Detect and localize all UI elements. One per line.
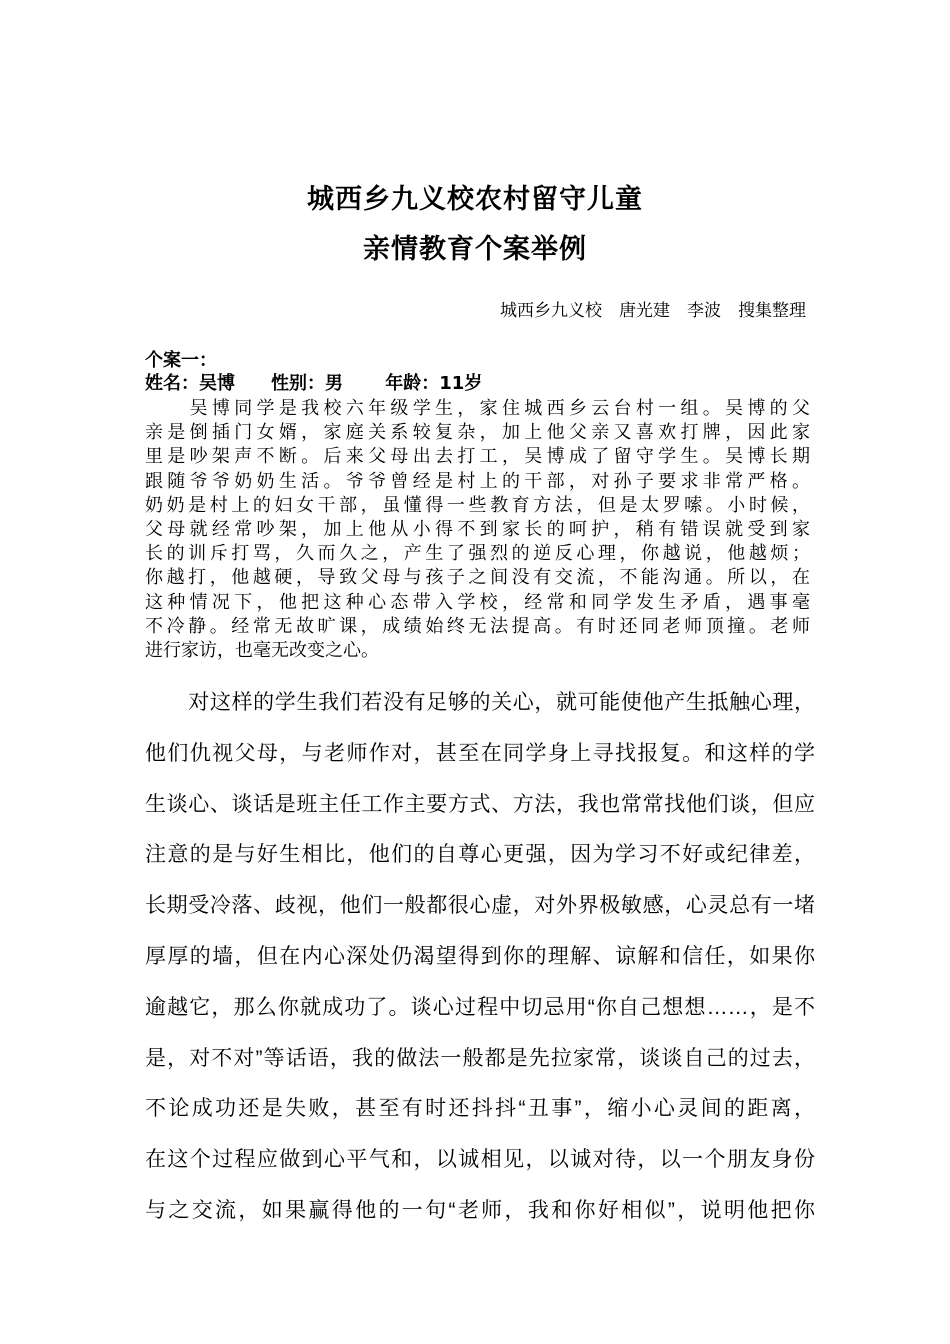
narrative-line: 吴博同学是我校六年级学生，家住城西乡云台村一组。吴博的父: [145, 398, 810, 419]
narrative-line: 里是吵架声不断。后来父母出去打工，吴博成了留守学生。吴博长期: [145, 446, 810, 468]
reflection-line: 生谈心、谈话是班主任工作主要方式、方法，我也常常找他们谈，但应: [145, 792, 815, 816]
reflection-line: 长期受冷落、歧视，他们一般都很心虚，对外界极敏感，心灵总有一堵: [145, 894, 815, 918]
reflection-line: 是，对不对”等话语，我的做法一般都是先拉家常，谈谈自己的过去，: [145, 1046, 815, 1070]
narrative-line: 跟随爷爷奶奶生活。爷爷曾经是村上的干部，对孙子要求非常严格。: [145, 470, 810, 492]
narrative-line: 不冷静。经常无故旷课，成绩始终无法提高。有时还同老师顶撞。老师: [145, 615, 810, 637]
narrative-line: 亲是倒插门女婿，家庭关系较复杂，加上他父亲又喜欢打牌，因此家: [145, 422, 810, 444]
reflection-line: 不论成功还是失败，甚至有时还抖抖“丑事”，缩小心灵间的距离，: [145, 1097, 815, 1121]
reflection-line: 注意的是与好生相比，他们的自尊心更强，因为学习不好或纪律差，: [145, 843, 815, 867]
reflection-line: 与之交流，如果赢得他的一句“老师，我和你好相似”，说明他把你: [145, 1198, 815, 1222]
narrative-line: 你越打，他越硬，导致父母与孩子之间没有交流，不能沟通。所以，在: [145, 567, 810, 589]
case-narrative: [145, 397, 810, 663]
reflection-line: 厚厚的墙，但在内心深处仍渴望得到你的理解、谅解和信任，如果你: [145, 944, 815, 968]
narrative-line: 父母就经常吵架，加上他从小得不到家长的呵护，稍有错误就受到家: [145, 518, 810, 540]
narrative-line: 奶奶是村上的妇女干部，虽懂得一些教育方法，但是太罗嗦。小时候，: [145, 494, 810, 516]
narrative-line: 长的训斥打骂，久而久之，产生了强烈的逆反心理，你越说，他越烦；: [145, 543, 810, 565]
reflection-line: 在这个过程应做到心平气和，以诚相见，以诚对待，以一个朋友身份: [145, 1148, 815, 1172]
reflection-line: 对这样的学生我们若没有足够的关心，就可能使他产生抵触心理，: [145, 691, 815, 714]
narrative-line: 这种情况下，他把这种心态带入学校，经常和同学发生矛盾，遇事毫: [145, 591, 810, 613]
reflection-line: 逾越它，那么你就成功了。谈心过程中切忌用“你自己想想……，是不: [145, 995, 815, 1019]
document-title-line-1: 城西乡九义校农村留守儿童: [307, 184, 643, 215]
author-byline: 城西乡九义校 唐光建 李波 搜集整理: [500, 301, 806, 321]
reflection-line: 他们仇视父母，与老师作对，甚至在同学身上寻找报复。和这样的学: [145, 741, 815, 765]
document-title-line-2: 亲情教育个案举例: [363, 234, 587, 265]
student-info-line: 姓名：吴博 性别：男 年龄：11岁: [145, 373, 483, 394]
teacher-reflection: [145, 678, 815, 1237]
narrative-line: 进行家访，也毫无改变之心。: [145, 639, 379, 661]
case-heading: 个案一：: [145, 350, 217, 371]
